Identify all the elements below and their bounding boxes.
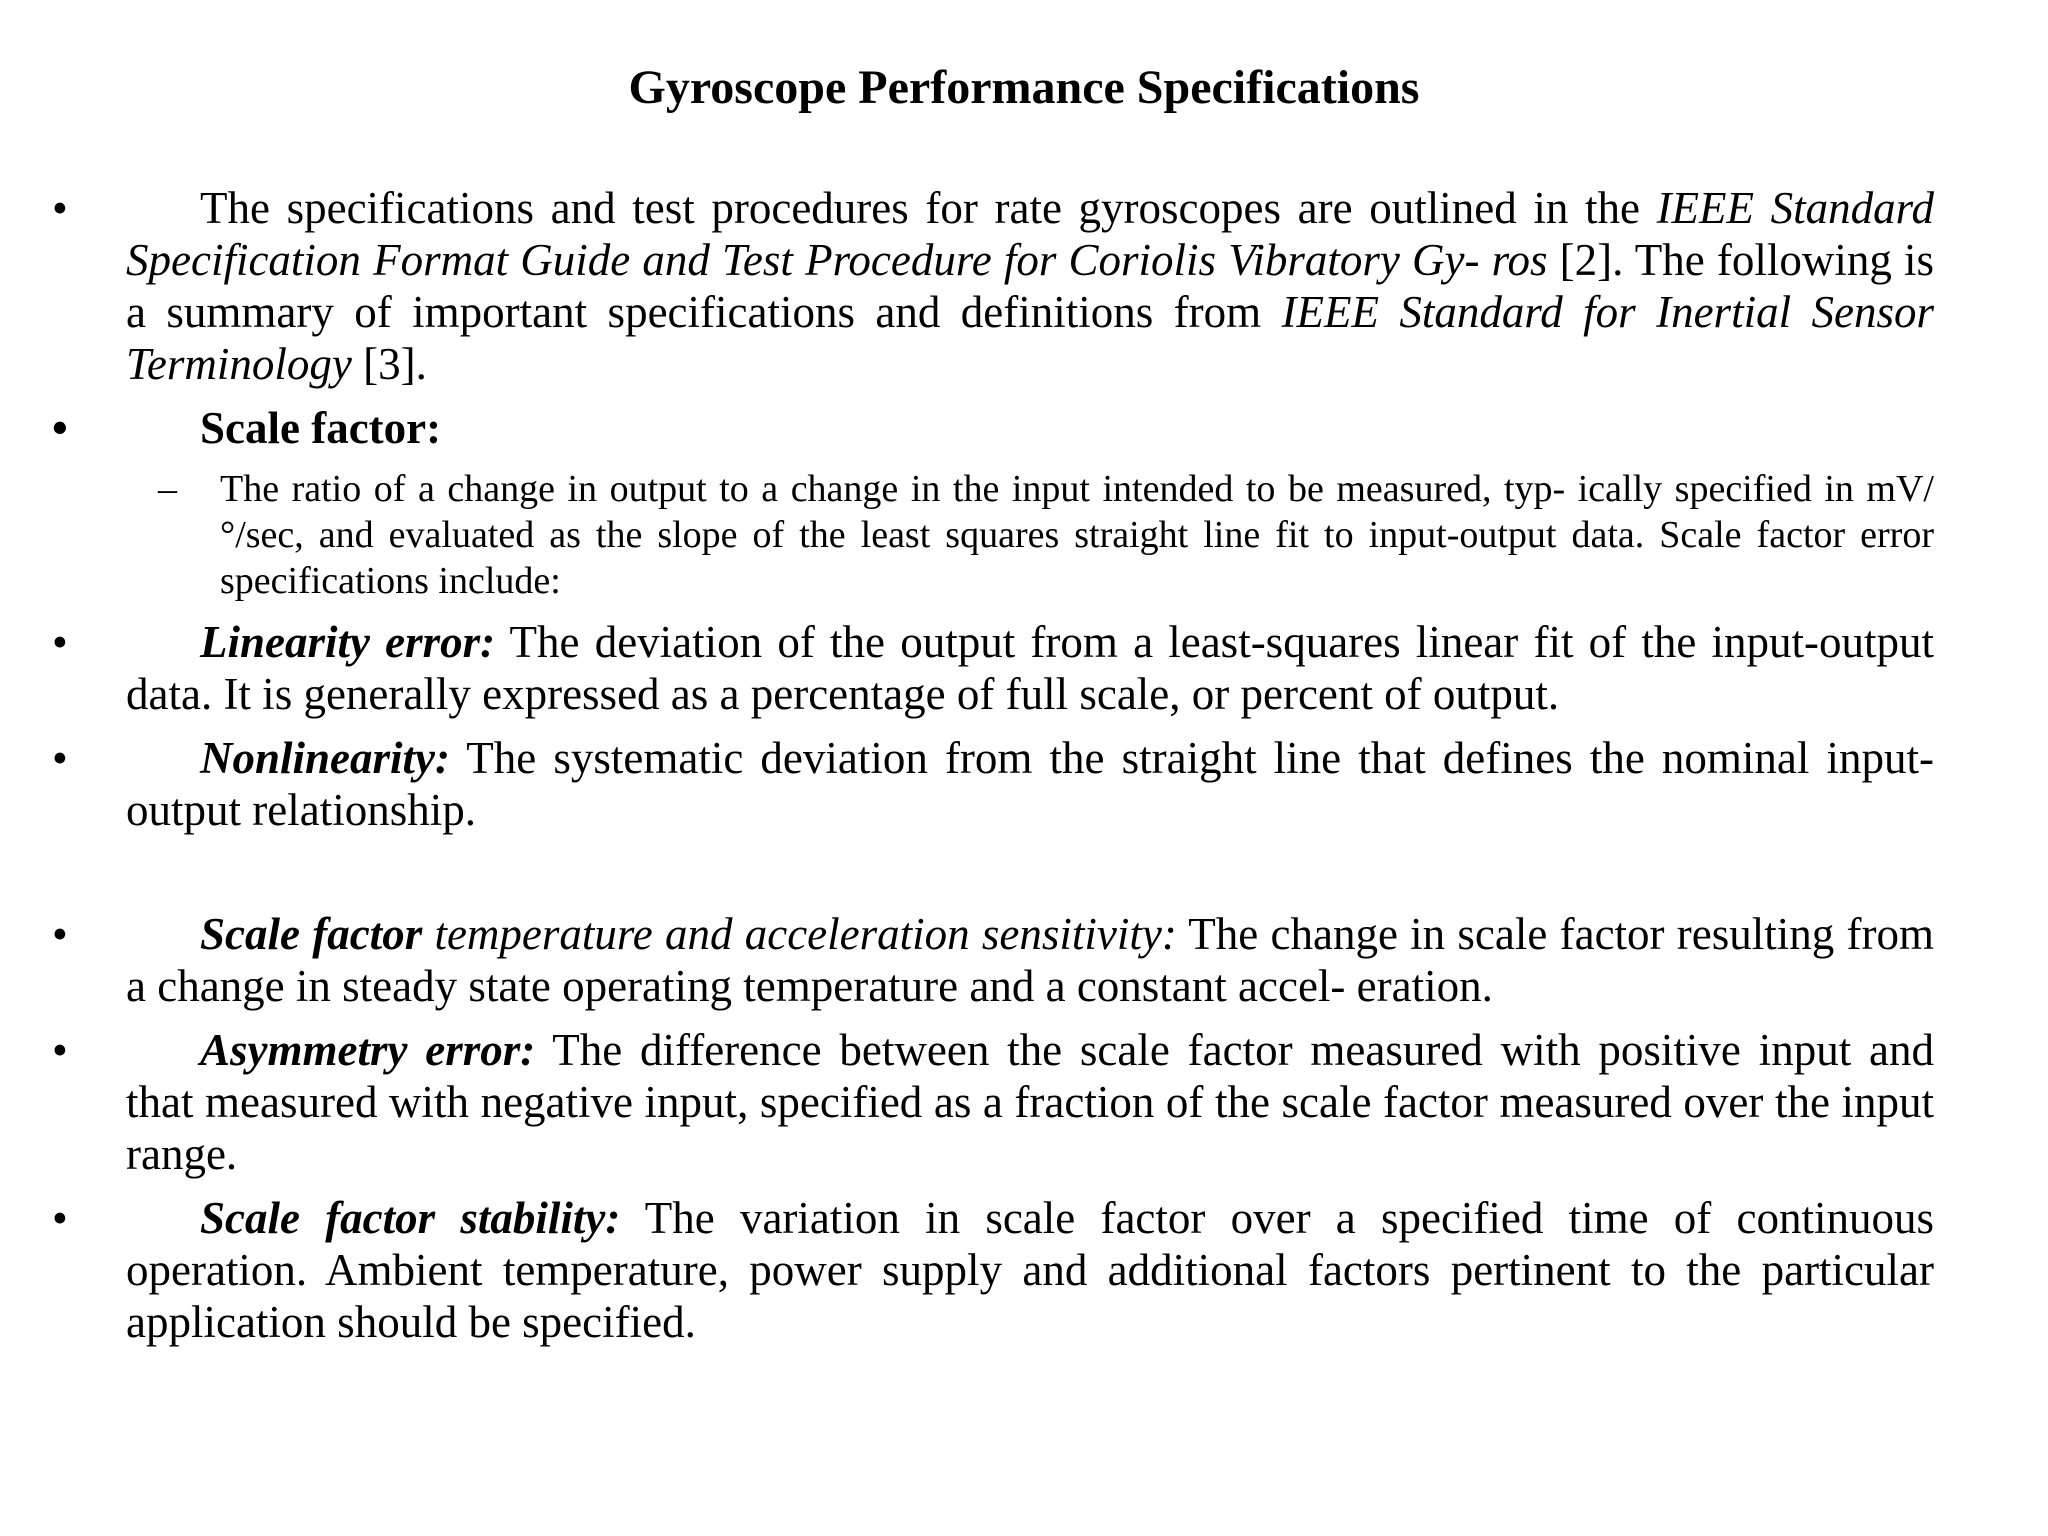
scale-factor-stability-item (52, 1192, 1934, 1348)
bullet-marker: • (52, 733, 68, 783)
bullet-marker: • (52, 183, 68, 233)
temperature-sensitivity-term: Scale factor (200, 909, 423, 959)
bullet-marker: • (52, 1193, 68, 1243)
asymmetry-error-text: The difference between the scale factor measured with positive input and that measured with negative input, specified as a fraction of the scale factor measured over the input range. (126, 1025, 1935, 1179)
scale-factor-stability-term: Scale factor stability: (200, 1193, 621, 1243)
scale-factor-heading-text: Scale factor: (200, 403, 442, 453)
asymmetry-error-term: Asymmetry error: (200, 1025, 536, 1075)
intro-text-b: [2]. The following is a summary of important specifications and definitions from (126, 235, 1935, 337)
intro-reference-a: IEEE Standard Specification Format Guide and Test Procedure for Coriolis Vibratory Gy- ros (126, 183, 1934, 285)
intro-text-a: The specifications and test procedures for rate gyroscopes are outlined in the (200, 183, 1657, 233)
paragraph-gap (126, 848, 1934, 908)
temperature-sensitivity-term-italic: temperature and acceleration sensitivity: (422, 909, 1177, 959)
intro-paragraph (52, 182, 1935, 390)
temperature-sensitivity-item (52, 908, 1934, 1012)
intro-reference-b: IEEE Standard for Inertial Sensor Terminology (126, 287, 1934, 389)
scale-factor-heading (52, 402, 1934, 454)
dash-marker: – (158, 468, 177, 510)
intro-text-c: [3]. (351, 339, 427, 389)
content-body (52, 182, 1935, 1360)
bullet-marker: • (52, 909, 68, 959)
scale-factor-definition (158, 466, 1934, 604)
linearity-error-item (52, 616, 1934, 720)
page-title: Gyroscope Performance Specifications (628, 61, 1420, 114)
linearity-error-term: Linearity error: (200, 617, 496, 667)
nonlinearity-term: Nonlinearity: (200, 733, 451, 783)
asymmetry-error-item (52, 1024, 1935, 1180)
scale-factor-stability-text: The variation in scale factor over a specified time of continuous operation. Ambient temperature, power supply and additional factors pertinent to the particular application should be specified. (126, 1193, 1934, 1347)
nonlinearity-text: The systematic deviation from the straight line that defines the nominal input-output relationship. (126, 733, 1934, 835)
bullet-marker: • (52, 1025, 68, 1075)
nonlinearity-item (52, 732, 1934, 836)
bullet-marker: • (52, 617, 68, 667)
linearity-error-text: The deviation of the output from a least-squares linear fit of the input-output data. It is generally expressed as a percentage of full scale, or percent of output. (126, 617, 1934, 719)
bullet-marker: • (52, 403, 68, 453)
temperature-sensitivity-text: The change in scale factor resulting from a change in steady state operating temperature and a constant accel- eration. (126, 909, 1934, 1011)
scale-factor-definition-text: The ratio of a change in output to a change in the input intended to be measured, typ- ically specified in mV/°/sec, and evaluated as the slope of the least squares straight line fit to input-output data. Scale factor error specifications include: (220, 468, 1934, 602)
